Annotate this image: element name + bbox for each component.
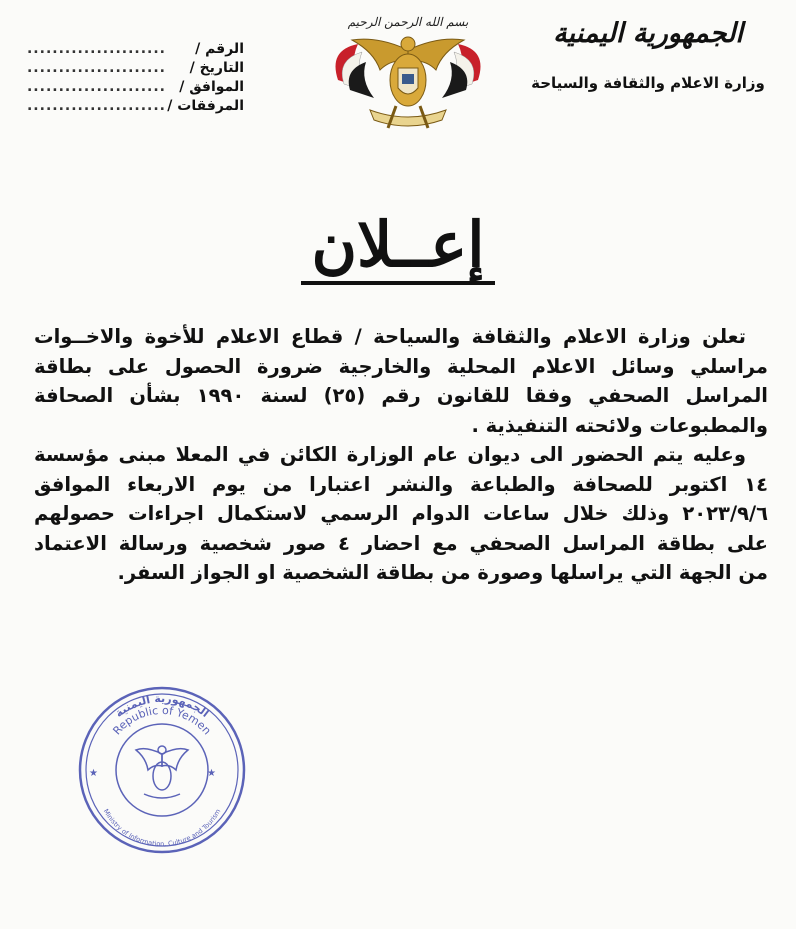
stamp-arabic-text: الجمهورية اليمنية — [112, 691, 212, 720]
ministry-name: وزارة الاعلام والثقافة والسياحة — [531, 74, 765, 92]
body-line: المراسل الصحفي وفقا للقانون رقم (٢٥) لسنة ١٩٩٠ بشأن الصحافة — [34, 384, 768, 407]
svg-text:★: ★ — [89, 768, 98, 779]
body-line: على بطاقة المراسل الصحفي مع احضار ٤ صور شخصية ورسالة الاعتماد — [34, 531, 768, 555]
stamp-english-text: Republic of Yemen — [110, 703, 214, 738]
title-text: إعــلان — [301, 209, 494, 285]
ref-row-number — [24, 40, 244, 59]
ref-value: ...................... — [26, 98, 166, 114]
ref-label: الرقم / — [195, 41, 244, 57]
republic-title: الجمهورية اليمنية — [553, 18, 743, 49]
official-stamp-icon — [76, 684, 248, 856]
yemen-emblem-icon — [318, 10, 498, 136]
body-line: وعليه يتم الحضور الى ديوان عام الوزارة الكائن في المعلا مبنى مؤسسة — [34, 443, 746, 466]
ref-label: الموافق / — [179, 79, 244, 95]
ref-row-date — [24, 59, 244, 78]
ref-row-corresponding — [24, 78, 244, 97]
body-line: من الجهة التي يراسلها وصورة من بطاقة الشخصية او الجواز السفر. — [117, 561, 768, 584]
ref-label: المرفقات / — [167, 98, 244, 114]
ref-row-attachments — [24, 97, 244, 116]
ref-value: ...................... — [26, 41, 166, 57]
announcement-title — [0, 208, 796, 285]
announcement-body — [34, 322, 768, 588]
stamp-bottom-text: Ministry of Information, Culture and Tourism — [101, 807, 223, 849]
reference-fields — [24, 40, 244, 116]
basmala-text: بسم الله الرحمن الرحيم — [347, 15, 469, 29]
body-line: والمطبوعات ولائحته التنفيذية . — [471, 413, 768, 437]
body-line: ١٤ اكتوبر للصحافة والطباعة والنشر اعتبارا من يوم الاربعاء الموافق — [34, 472, 768, 496]
body-line: تعلن وزارة الاعلام والثقافة والسياحة / قطاع الاعلام للأخوة والاخــوات — [34, 325, 746, 348]
body-line: ٢٠٢٣/٩/٦ وذلك خلال ساعات الدوام الرسمي لاستكمال اجراءات حصولهم — [34, 502, 768, 525]
svg-text:★: ★ — [207, 768, 216, 779]
ref-value: ...................... — [26, 60, 166, 76]
letterhead — [528, 14, 768, 92]
ref-value: ...................... — [26, 79, 166, 95]
body-line: مراسلي وسائل الاعلام المحلية والخارجية ضرورة الحصول على بطاقة — [34, 354, 768, 378]
ref-label: التاريخ / — [189, 60, 244, 76]
